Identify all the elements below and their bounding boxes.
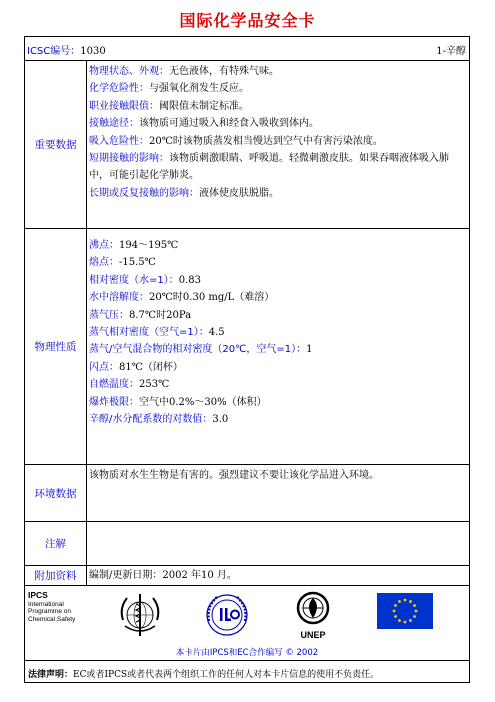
- eu-star-icon: [413, 615, 416, 618]
- additional-text: 编制/更新日期：2002 年10 月。: [89, 570, 237, 581]
- property-line: 蒸气压：8.7℃时20Pa: [89, 309, 192, 321]
- data-line: 职业接触限值：阈限值未制定标准。: [89, 100, 249, 112]
- who-emblem-icon: [115, 590, 165, 640]
- property-line: 水中溶解度：20℃时0.30 mg/L（难溶）: [89, 292, 275, 304]
- disclaimer: 法律声明：EC或者IPCS或者代表两个组织工作的任何人对本卡片信息的使用不负责任。: [28, 670, 380, 680]
- eu-star-icon: [398, 600, 401, 603]
- credit-line: 本卡片由IPCS和EC合作编写 © 2002: [175, 648, 319, 658]
- environment-section: [25, 465, 469, 522]
- additional-section: [25, 566, 469, 586]
- physical-properties-body: [87, 229, 469, 464]
- chemical-name: 1-辛醇: [436, 46, 466, 57]
- section-label: 附加资料: [25, 566, 87, 585]
- data-line: 吸入危险性：20℃时该物质蒸发相当慢达到空气中有害污染浓度。: [89, 135, 383, 147]
- data-line: 长期或反复接触的影响：液体使皮肤脱脂。: [89, 187, 279, 199]
- logos-row: [25, 586, 469, 644]
- eu-star-icon: [398, 619, 401, 622]
- eu-flag-icon: [377, 593, 433, 629]
- property-line: 爆炸极限：空气中0.2%～30%（体积）: [89, 396, 267, 408]
- eu-star-icon: [394, 615, 397, 618]
- section-label: 环境数据: [25, 465, 87, 521]
- eu-star-icon: [415, 610, 418, 613]
- property-line: 相对密度（水=1）：0.83: [89, 274, 202, 286]
- section-label: 物理性质: [25, 229, 87, 464]
- property-line: 熔点：-15.5℃: [89, 257, 156, 269]
- data-line: 接触途径：该物质可通过吸入和经食入吸收到体内。: [89, 118, 319, 130]
- notes-text: [87, 522, 469, 565]
- eu-star-icon: [409, 619, 412, 622]
- ilo-emblem-icon: [203, 591, 251, 639]
- notes-section: [25, 522, 469, 566]
- property-line: 辛醇/水分配系数的对数值：3.0: [89, 414, 229, 426]
- physical-properties-section: [25, 229, 469, 465]
- disclaimer-section: [25, 661, 469, 682]
- icsc-card: [24, 36, 470, 683]
- eu-star-icon: [404, 621, 407, 624]
- eu-star-icon: [393, 610, 396, 613]
- eu-star-icon: [409, 600, 412, 603]
- ipcs-text-logo: IPCS International Programme on Chemical Safety: [28, 590, 76, 623]
- eu-star-icon: [394, 604, 397, 607]
- eu-star-icon: [413, 604, 416, 607]
- icsc-id: ICSC编号：1030: [27, 46, 106, 57]
- data-line: 物理状态、外观：无色液体，有特殊气味。: [89, 66, 279, 77]
- property-line: 自燃温度：253℃: [89, 379, 170, 391]
- data-line: 化学危险性：与强氧化剂发生反应。: [89, 83, 249, 95]
- property-line: 蒸气相对密度（空气=1）：4.5: [89, 327, 225, 339]
- section-label: 注解: [25, 522, 87, 565]
- section-label: 重要数据: [25, 61, 87, 228]
- property-line: 蒸气/空气混合物的相对密度（20℃，空气=1）：1: [89, 344, 313, 356]
- eu-star-icon: [404, 599, 407, 602]
- data-line: 短期接触的影响：该物质刺激眼睛、呼吸道。轻微刺激皮肤。如果吞咽液体吸入肺中，可能引起化学肺炎。: [89, 153, 449, 182]
- unep-label: UNEP: [300, 630, 326, 640]
- card-title: 国际化学品安全卡: [179, 11, 316, 30]
- property-line: 闪点：81℃（闭杯）: [89, 361, 183, 373]
- icsc-id-row: [25, 37, 469, 61]
- unep-emblem-icon: [291, 590, 335, 630]
- logos-section: [25, 586, 469, 661]
- important-data-body: [87, 61, 469, 228]
- environment-text: 该物质对水生生物是有害的。强烈建议不要让该化学品进入环境。: [89, 470, 379, 481]
- important-data-section: [25, 61, 469, 229]
- property-line: 沸点：194～195℃: [89, 240, 179, 251]
